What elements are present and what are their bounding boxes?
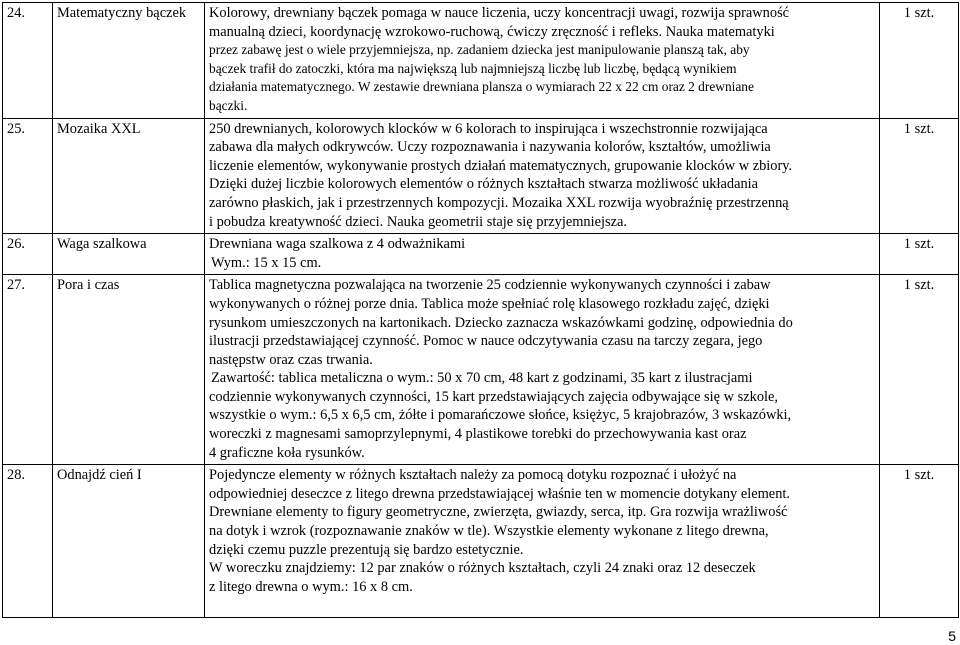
item-description	[205, 118, 880, 234]
description-line: 250 drewnianych, kolorowych klocków w 6 kolorach to inspirująca i wszechstronnie rozwijająca	[209, 120, 768, 137]
table-row	[3, 465, 959, 618]
description-line: na dotyk i wzrok (rozpoznawanie znaków w tle). Wszystkie elementy wykonane z litego drewna,	[209, 523, 769, 540]
item-name: Pora i czas	[53, 275, 205, 465]
description-line	[209, 596, 875, 615]
description-line: ilustracji przedstawiającej czynność. Pomoc w nauce odczytywania czasu na tarczy zegara, jego	[209, 333, 763, 350]
item-quantity: 1 szt.	[880, 118, 959, 234]
table-row	[3, 234, 959, 275]
item-description	[205, 234, 880, 275]
description-line: działania matematycznego. W zestawie drewniana plansza o wymiarach 22 x 22 cm oraz 2 drewniane	[209, 79, 754, 95]
description-line: bączki.	[209, 97, 248, 113]
description-line: Zawartość: tablica metaliczna o wym.: 50 x 70 cm, 48 kart z godzinami, 35 kart z ilustracjami	[211, 370, 753, 387]
description-line: zabawa dla małych odkrywców. Uczy rozpoznawania i nazywania kolorów, kształtów, umożliwia	[209, 139, 771, 156]
description-line: i pobudza kreatywność dzieci. Nauka geometrii staje się przyjemniejsza.	[209, 213, 627, 230]
item-quantity: 1 szt.	[880, 465, 959, 618]
description-line: zarówno płaskich, jak i przestrzennych kompozycji. Mozaika XXL rozwija wyobraźnię przestrzenną	[209, 194, 789, 211]
item-name: Matematyczny bączek	[53, 3, 205, 119]
description-line: Drewniana waga szalkowa z 4 odważnikami	[209, 236, 466, 253]
description-line: wykonywanych o różnej porze dnia. Tablica może spełniać rolę klasowego rozkładu zajęć, dzięki	[209, 295, 770, 312]
description-line: rysunkom umieszczonych na kartonikach. Dziecko zaznacza wskazówkami godzinę, odpowiednia do	[209, 314, 793, 331]
description-line: liczenie elementów, wykonywanie prostych działań matematycznych, grupowanie klocków w zbiory.	[209, 157, 793, 174]
item-number: 28.	[3, 465, 53, 618]
item-name: Waga szalkowa	[53, 234, 205, 275]
description-line: W woreczku znajdziemy: 12 par znaków o różnych kształtach, czyli 24 znaki oraz 12 deseczek	[209, 560, 756, 577]
description-line: Tablica magnetyczna pozwalająca na tworzenie 25 codziennie wykonywanych czynności i zabaw	[209, 277, 771, 294]
description-line: przez zabawę jest o wiele przyjemniejsza, np. zadaniem dziecka jest manipulowanie planszą tak, aby	[209, 42, 750, 58]
description-line: Drewniane elementy to figury geometryczne, zwierzęta, gwiazdy, serca, itp. Gra rozwija wrażliwość	[209, 504, 788, 521]
item-name: Mozaika XXL	[53, 118, 205, 234]
description-line: Pojedyncze elementy w różnych kształtach należy za pomocą dotyku rozpoznać i ułożyć na	[209, 467, 737, 484]
description-line: Wym.: 15 x 15 cm.	[211, 254, 322, 271]
description-line: Dzięki dużej liczbie kolorowych elementów o różnych kształtach stwarza możliwość układania	[209, 176, 759, 193]
description-line: Kolorowy, drewniany bączek pomaga w nauce liczenia, uczy koncentracji uwagi, rozwija sprawność	[209, 5, 790, 21]
description-line: manualną dzieci, koordynację wzrokowo-ruchową, ćwiczy zręczność i refleks. Nauka matematyki	[209, 23, 775, 40]
item-description	[205, 275, 880, 465]
page-number: 5	[948, 628, 956, 644]
item-description	[205, 3, 880, 119]
description-line: odpowiedniej deseczce z litego drewna przedstawiającej właśnie ten w momencie dotykany element.	[209, 485, 790, 502]
item-number: 25.	[3, 118, 53, 234]
description-line: następstw oraz czas trwania.	[209, 351, 373, 368]
table-row	[3, 275, 959, 465]
description-line: codziennie wykonywanych czynności, 15 kart przedstawiających zajęcia odbywające się w szkole,	[209, 388, 778, 405]
item-number: 27.	[3, 275, 53, 465]
table-row	[3, 3, 959, 119]
item-quantity: 1 szt.	[880, 275, 959, 465]
description-line: dzięki czemu puzzle prezentują się bardzo estetycznie.	[209, 541, 524, 558]
table-row	[3, 118, 959, 234]
item-description	[205, 465, 880, 618]
item-quantity: 1 szt.	[880, 3, 959, 119]
item-number: 24.	[3, 3, 53, 119]
description-line: z litego drewna o wym.: 16 x 8 cm.	[209, 578, 413, 595]
item-quantity: 1 szt.	[880, 234, 959, 275]
description-line: 4 graficzne koła rysunków.	[209, 444, 365, 461]
product-table	[2, 2, 959, 618]
item-number: 26.	[3, 234, 53, 275]
description-line: woreczki z magnesami samoprzylepnymi, 4 plastikowe torebki do przechowywania kast oraz	[209, 426, 747, 443]
description-line: wszystkie o wym.: 6,5 x 6,5 cm, żółte i pomarańczowe słońce, księżyc, 5 krajobrazów, 3 wskazówki,	[209, 407, 792, 424]
item-name: Odnajdź cień I	[53, 465, 205, 618]
description-line: bączek trafił do zatoczki, która ma największą lub najmniejszą liczbę lub liczbę, będącą wynikiem	[209, 60, 737, 76]
